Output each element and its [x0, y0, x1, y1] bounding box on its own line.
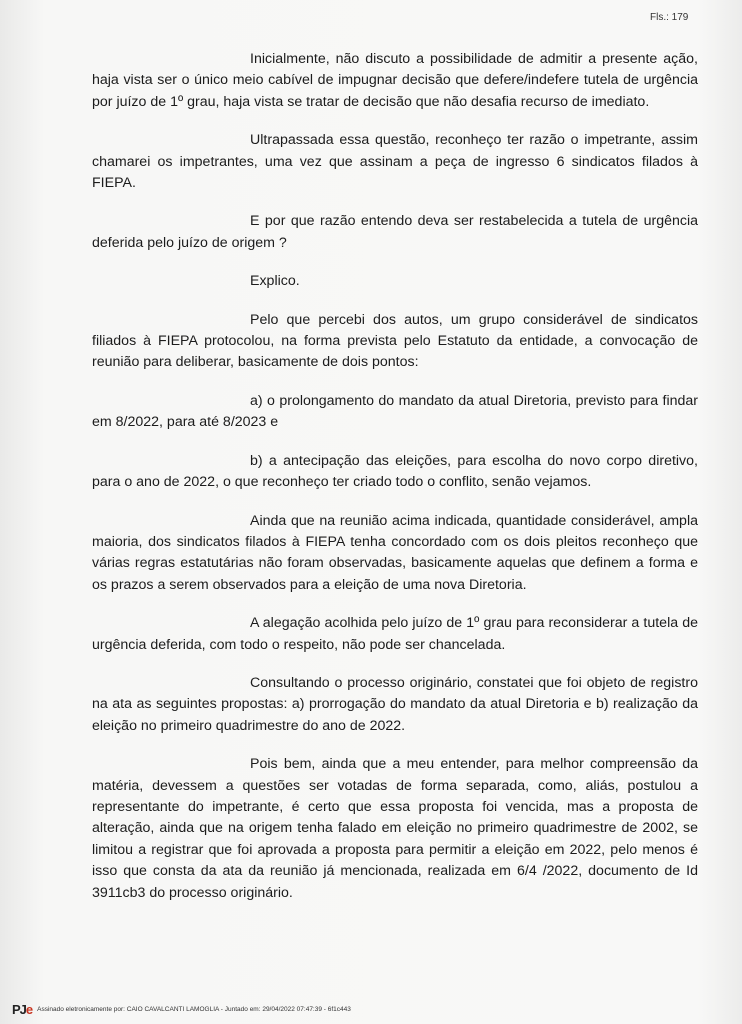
signature-text: Assinado eletronicamente por: CAIO CAVALCANTI LAMOGLIA - Juntado em: 29/04/2022 07:47:39 - 6f1c443	[37, 1006, 351, 1013]
pje-logo: PJ e	[12, 1002, 34, 1017]
paragraph: Consultando o processo originário, constatei que foi objeto de registro na ata as seguintes propostas: a) prorrogação do mandato da atual Diretoria e b) realização da eleição no primeiro quadrimestre do ano de 2022.	[92, 674, 698, 734]
paragraph: Inicialmente, não discuto a possibilidade de admitir a presente ação, haja vista ser o único meio cabível de impugnar decisão que defere/indefere tutela de urgência por juízo de 1º grau, haja vista se tratar de decisão que não desafia recurso de imediato.	[92, 51, 698, 110]
paragraph: Ultrapassada essa questão, reconheço ter razão o impetrante, assim chamarei os impetrantes, uma vez que assinam a peça de ingresso 6 sindicatos filados à FIEPA.	[92, 132, 698, 192]
paragraph: E por que razão entendo deva ser restabelecida a tutela de urgência deferida pelo juízo de origem ?	[92, 213, 698, 251]
paragraph: A alegação acolhida pelo juízo de 1º grau para reconsiderar a tutela de urgência deferida, com todo o respeito, não pode ser chancelada.	[92, 615, 698, 653]
paragraph: a) o prolongamento do mandato da atual Diretoria, previsto para findar em 8/2022, para até 8/2023 e	[92, 392, 698, 431]
page-number: Fls.: 179	[650, 12, 689, 23]
paragraph: Explico.	[250, 273, 300, 290]
document-body	[92, 49, 698, 904]
paragraph: b) a antecipação das eleições, para escolha do novo corpo diretivo, para o ano de 2022, o que reconheço ter criado todo o conflito, senão vejamos.	[92, 452, 698, 491]
paragraph: Ainda que na reunião acima indicada, quantidade considerável, ampla maioria, dos sindicatos filados à FIEPA tenha concordado com os dois pleitos reconheço que várias regras estatutárias não foram observadas, basicamente aquelas que definem a forma e os prazos a serem observados para a eleição de uma nova Diretoria.	[92, 512, 698, 593]
signature-footer	[12, 1002, 351, 1017]
paragraph: Pois bem, ainda que a meu entender, para melhor compreensão da matéria, devessem a questões ser votadas de forma separada, como, aliás, postulou a representante do impetrante, é certo que essa proposta foi vencida, mas a proposta de alteração, ainda que na origem tenha falado em eleição no primeiro quadrimestre de 2002, se limitou a registrar que foi aprovada a proposta para permitir a eleição em 2022, pelo menos é isso que consta da ata da reunião já mencionada, realizada em 6/4 /2022, documento de Id 3911cb3 do processo originário.	[92, 756, 698, 901]
paragraph: Pelo que percebi dos autos, um grupo considerável de sindicatos filiados à FIEPA protocolou, na forma prevista pelo Estatuto da entidade, a convocação de reunião para deliberar, basicamente de dois pontos:	[92, 311, 698, 371]
